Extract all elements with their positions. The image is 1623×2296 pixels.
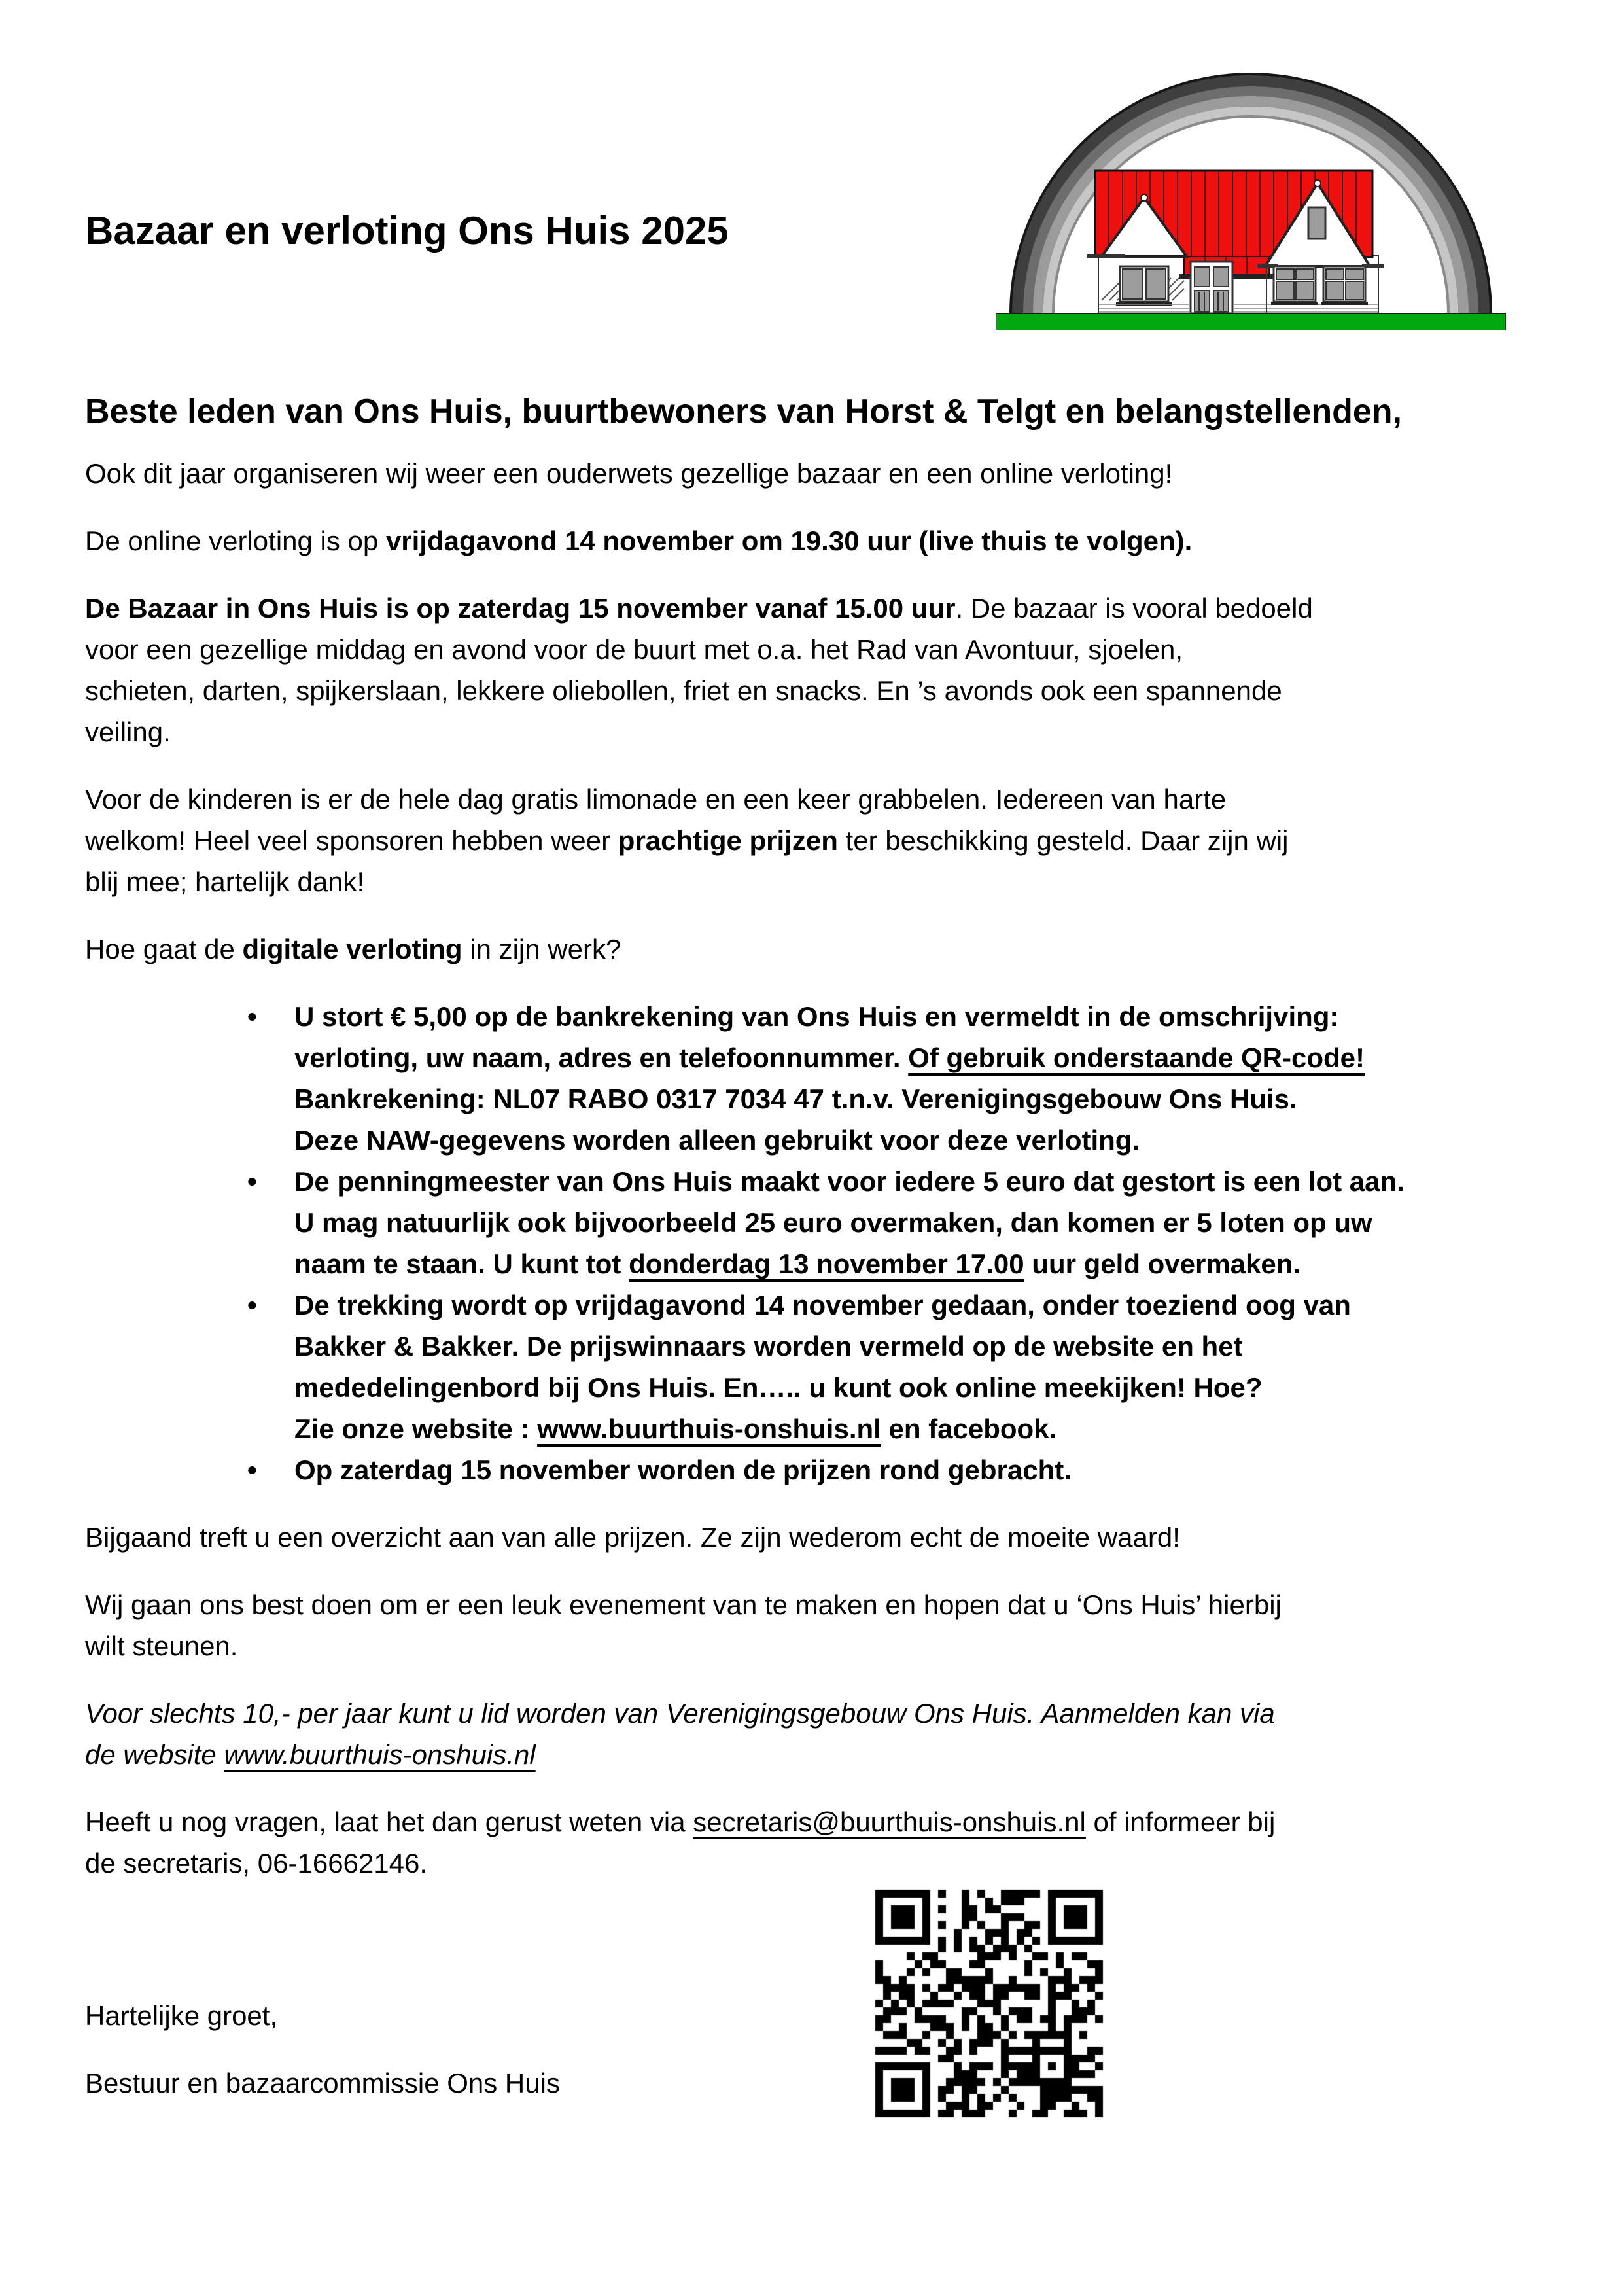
hyperlink[interactable]: www.buurthuis-onshuis.nl [224, 1739, 536, 1770]
text-run: Ook dit jaar organiseren wij weer een ouderwets gezellige bazaar en een online verloting! [85, 458, 1173, 489]
list-item [85, 1449, 1550, 1491]
text-run: de secretaris, 06-16662146. [85, 1848, 428, 1879]
text-run: De penningmeester van Ons Huis maakt voor iedere 5 euro dat gestort is een lot aan. [294, 1166, 1405, 1197]
text-run: voor een gezellige middag en avond voor de buurt met o.a. het Rad van Avontuur, sjoelen, [85, 634, 1183, 665]
signature-sender: Bestuur en bazaarcommissie Ons Huis [85, 2068, 560, 2098]
text-run: Heeft u nog vragen, laat het dan gerust weten via [85, 1807, 693, 1837]
text-run: Wij gaan ons best doen om er een leuk evenement van te maken en hopen dat u ‘Ons Huis’ hierbij [85, 1589, 1282, 1620]
signature-closing: Hartelijke groet, [85, 2000, 278, 2031]
paragraph [85, 1801, 1550, 1884]
bullet-list [85, 996, 1550, 1491]
signature-block [85, 1995, 1550, 2104]
paragraph [85, 779, 1550, 902]
text-run: welkom! Heel veel sponsoren hebben weer [85, 825, 618, 856]
hyperlink[interactable]: www.buurthuis-onshuis.nl [537, 1413, 881, 1444]
text-run: in zijn werk? [462, 934, 621, 964]
text-run: wilt steunen. [85, 1631, 238, 1661]
paragraph [85, 1517, 1550, 1558]
text-run: De Bazaar in Ons Huis is op zaterdag 15 november vanaf 15.00 uur [85, 593, 956, 624]
text-run: prachtige prijzen [618, 825, 838, 856]
text-run: verloting, uw naam, adres en telefoonnummer. [294, 1042, 909, 1073]
text-run: Voor de kinderen is er de hele dag gratis limonade en een keer grabbelen. Iedereen van harte [85, 784, 1227, 815]
list-item [85, 996, 1550, 1161]
text-run: ter beschikking gesteld. Daar zijn wij [837, 825, 1289, 856]
text-run: Voor slechts 10,- per jaar kunt u lid worden van Verenigingsgebouw Ons Huis. Aanmelden kan via [85, 1698, 1275, 1729]
text-run: U stort € 5,00 op de bankrekening van Ons Huis en vermeldt in de omschrijving: [294, 1001, 1339, 1032]
qr-code [861, 1875, 1117, 2132]
text-run: naam te staan. U kunt tot [294, 1248, 629, 1279]
paragraph [85, 588, 1550, 752]
hyperlink[interactable]: secretaris@buurthuis-onshuis.nl [693, 1807, 1086, 1837]
text-run: digitale verloting [242, 934, 462, 964]
text-run: de website [85, 1739, 224, 1770]
text-run: vrijdagavond 14 november om 19.30 uur (live thuis te volgen). [385, 525, 1193, 556]
text-run: schieten, darten, spijkerslaan, lekkere oliebollen, friet en snacks. En ’s avonds ook een spannende [85, 675, 1282, 706]
paragraph [85, 1693, 1550, 1775]
text-run: of informeer bij [1085, 1807, 1276, 1837]
text-run: De trekking wordt op vrijdagavond 14 november gedaan, onder toeziend oog van [294, 1290, 1351, 1320]
text-run: Of gebruik onderstaande QR-code! [908, 1042, 1365, 1073]
paragraph [85, 520, 1550, 561]
salutation-heading: Beste leden van Ons Huis, buurtbewoners van Horst & Telgt en belangstellenden, [85, 393, 1402, 431]
text-run: en facebook. [881, 1413, 1057, 1444]
letter-content [85, 0, 1550, 2130]
document-body [85, 453, 1550, 1884]
paragraph [85, 928, 1550, 970]
page-title: Bazaar en verloting Ons Huis 2025 [85, 209, 729, 253]
text-run: Bijgaand treft u een overzicht aan van alle prijzen. Ze zijn wederom echt de moeite waard! [85, 1522, 1180, 1553]
text-run: Hoe gaat de [85, 934, 243, 964]
text-run: . De bazaar is vooral bedoeld [955, 593, 1313, 624]
text-run: Bakker & Bakker. De prijswinnaars worden vermeld op de website en het [294, 1331, 1243, 1362]
text-run: Zie onze website : [294, 1413, 538, 1444]
text-run: uur geld overmaken. [1024, 1248, 1301, 1279]
text-run: blij mee; hartelijk dank! [85, 866, 365, 897]
text-run: veiling. [85, 716, 171, 747]
list-item [85, 1284, 1550, 1449]
text-run: donderdag 13 november 17.00 [629, 1248, 1024, 1279]
text-run: Op zaterdag 15 november worden de prijzen rond gebracht. [294, 1455, 1072, 1485]
text-run: De online verloting is op [85, 525, 386, 556]
paragraph [85, 453, 1550, 494]
list-item [85, 1161, 1550, 1284]
text-run: mededelingenbord bij Ons Huis. En….. u kunt ook online meekijken! Hoe? [294, 1372, 1263, 1403]
text-run: Deze NAW-gegevens worden alleen gebruikt voor deze verloting. [294, 1125, 1140, 1156]
text-run: U mag natuurlijk ook bijvoorbeeld 25 euro overmaken, dan komen er 5 loten op uw [294, 1207, 1372, 1238]
paragraph [85, 1584, 1550, 1667]
text-run: Bankrekening: NL07 RABO 0317 7034 47 t.n.v. Verenigingsgebouw Ons Huis. [294, 1084, 1297, 1114]
